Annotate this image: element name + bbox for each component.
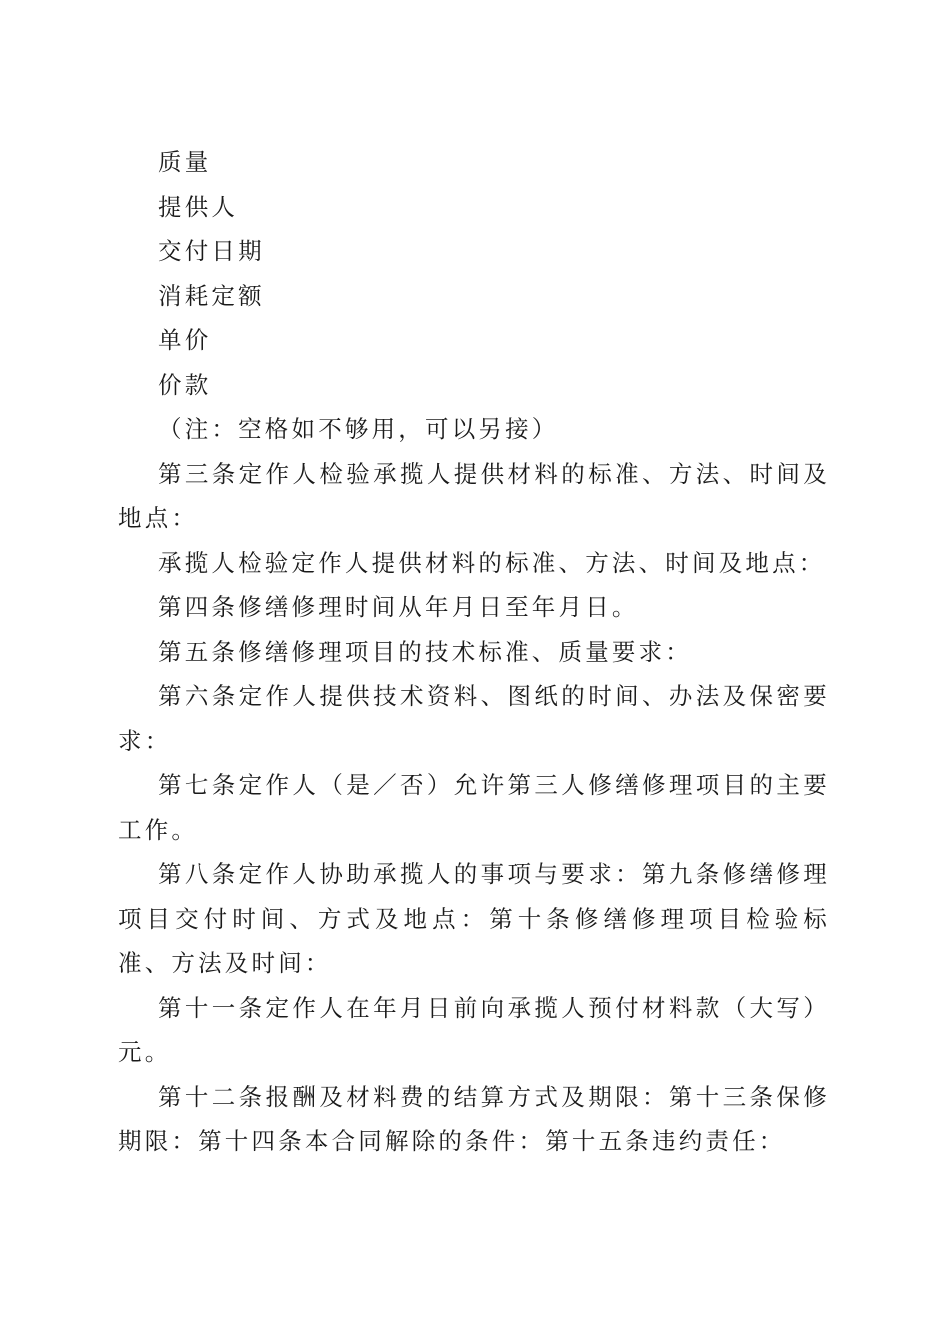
clause-5: 第五条修缮修理项目的技术标准、质量要求： <box>158 637 692 666</box>
field-unit-price: 单价 <box>158 326 212 354</box>
clause-3-contractor: 承揽人检验定作人提供材料的标准、方法、时间及地点： <box>158 548 826 577</box>
field-quality: 质量 <box>158 148 212 176</box>
field-delivery-date: 交付日期 <box>158 237 265 265</box>
clause-12-15: 第十二条报酬及材料费的结算方式及期限：第十三条保修期限：第十四条本合同解除的条件：第十五条违约责任： <box>118 1082 830 1155</box>
clause-6: 第六条定作人提供技术资料、图纸的时间、办法及保密要求： <box>118 682 830 755</box>
note: （注：空格如不够用，可以另接） <box>158 415 559 443</box>
field-consumption-quota: 消耗定额 <box>158 281 265 310</box>
clause-8-10: 第八条定作人协助承揽人的事项与要求：第九条修缮修理项目交付时间、方式及地点：第十条修缮修理项目检验标准、方法及时间： <box>118 860 830 977</box>
clause-11: 第十一条定作人在年月日前向承揽人预付材料款（大写）元。 <box>118 993 830 1066</box>
field-price: 价款 <box>158 370 212 399</box>
clause-3: 第三条定作人检验承揽人提供材料的标准、方法、时间及地点： <box>118 459 830 532</box>
clause-7: 第七条定作人（是／否）允许第三人修缮修理项目的主要工作。 <box>118 771 830 844</box>
contract-body <box>118 140 830 1164</box>
clause-4: 第四条修缮修理时间从年月日至年月日。 <box>158 593 639 621</box>
field-provider: 提供人 <box>158 192 239 221</box>
